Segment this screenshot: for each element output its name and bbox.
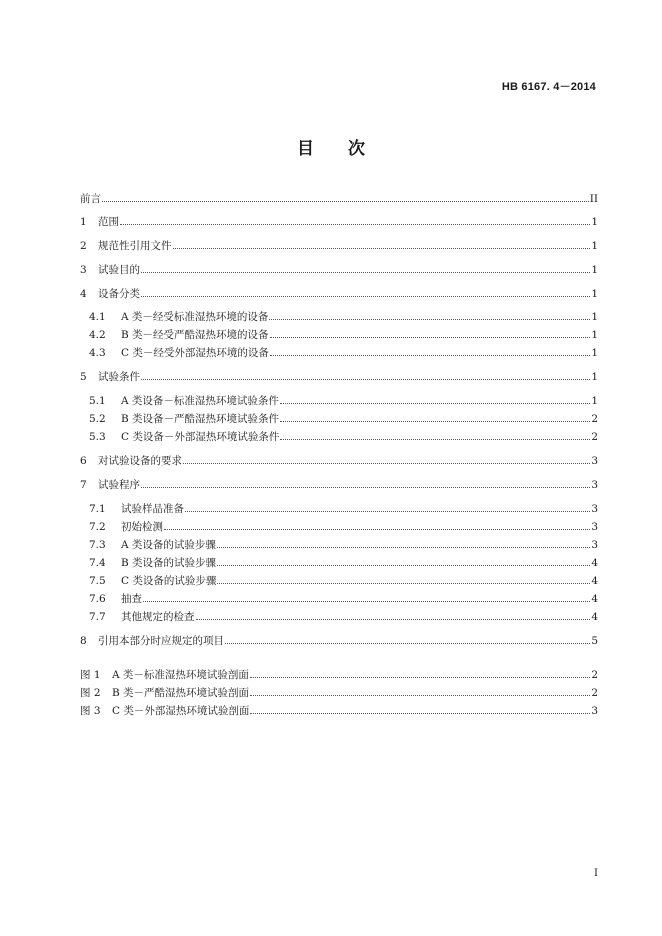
toc-entry-number: 7.1 [89,503,106,515]
dot-leader [250,713,590,714]
dot-leader [143,601,590,602]
toc-entry-5-2[interactable] [80,411,598,427]
toc-entry-page: 4 [591,611,598,623]
toc-entry-page: 1 [591,311,598,323]
toc-entry-label: 其他规定的检查 [121,611,195,623]
toc-entry-number: 5.3 [89,431,106,443]
document-code: HB 6167. 4－2014 [501,81,596,93]
toc-entry-number: 2 [80,240,87,252]
toc-entry-label: 抽查 [121,593,142,605]
toc-entry-label: 范围 [98,216,119,228]
dot-leader [141,296,590,297]
toc-entry-label: B 类－经受严酷湿热环境的设备 [121,329,269,341]
toc-entry-label: A 类设备的试验步骤 [121,539,216,551]
toc-entry-figure-2[interactable] [80,685,598,701]
toc-entry-page: 4 [591,557,598,569]
toc-entry-4-2[interactable] [80,327,598,343]
toc-entry-7-7[interactable] [80,609,598,625]
toc-entry-number: 图 3 [80,705,101,717]
toc-entry-page: 1 [591,264,598,276]
toc-entry-label: A 类－标准湿热环境试验剖面 [112,669,249,681]
toc-entry-number: 4.2 [89,329,106,341]
toc-entry-number: 7.5 [89,575,106,587]
toc-entry-label: C 类设备－外部湿热环境试验条件 [121,431,280,443]
toc-entry-page: 2 [591,413,598,425]
toc-entry-number: 7.6 [89,593,106,605]
toc-entry-page: 1 [591,240,598,252]
dot-leader [141,379,590,380]
dot-leader [183,463,590,464]
toc-entry-6[interactable] [80,453,598,469]
dot-leader [141,272,590,273]
toc-entry-3[interactable] [80,262,598,278]
toc-entry-page: 1 [591,371,598,383]
toc-entry-7-5[interactable] [80,573,598,589]
toc-entry-label: C 类－经受外部湿热环境的设备 [121,347,269,359]
toc-entry-number: 4.3 [89,347,106,359]
toc-entry-4[interactable] [80,286,598,302]
toc-entry-label: B 类设备的试验步骤 [121,557,217,569]
dot-leader [280,403,590,404]
toc-entry-7-1[interactable] [80,501,598,517]
toc-entry-page: 3 [591,539,598,551]
toc-entry-page: 5 [591,635,598,647]
toc-entry-page: 4 [591,593,598,605]
toc-entry-page: 3 [591,455,598,467]
toc-entry-label: A 类设备－标准湿热环境试验条件 [121,395,279,407]
toc-entry-label: C 类－外部湿热环境试验剖面 [112,705,250,717]
footer-page-number: I [594,868,598,879]
toc-entry-page: 2 [591,687,598,699]
dot-leader [173,248,591,249]
toc-entry-page: 4 [591,575,598,587]
toc-entry-number: 7.4 [89,557,106,569]
toc-entry-label: 设备分类 [98,288,140,300]
toc-entry-page: 1 [591,395,598,407]
toc-entry-number: 7.3 [89,539,106,551]
dot-leader [185,511,590,512]
toc-entry-7-2[interactable] [80,519,598,535]
toc-entry-page: 3 [591,479,598,491]
toc-entry-label: 试验程序 [98,479,140,491]
toc-entry-label: 试验目的 [98,264,140,276]
toc-entry-page: 2 [591,669,598,681]
dot-leader [102,201,589,202]
toc-entry-page: 3 [591,521,598,533]
toc-entry-label: C 类设备的试验步骤 [121,575,217,587]
toc-entry-page: 3 [591,503,598,515]
dot-leader [225,643,590,644]
toc-entry-2[interactable] [80,238,598,254]
toc-entry-label: B 类设备－严酷湿热环境试验条件 [121,413,280,425]
toc-entry-label: 试验条件 [98,371,140,383]
toc-entry-4-1[interactable] [80,309,598,325]
toc-entry-page: 1 [591,216,598,228]
toc-entry-number: 6 [80,455,87,467]
dot-leader [120,224,590,225]
toc-entry-7-6[interactable] [80,591,598,607]
toc-entry-number: 5.2 [89,413,106,425]
dot-leader [250,695,590,696]
toc-entry-page: 1 [591,288,598,300]
toc-entry-5-1[interactable] [80,393,598,409]
dot-leader [141,487,590,488]
toc-entry-7[interactable] [80,477,598,493]
toc-entry-page: 1 [591,347,598,359]
dot-leader [280,439,590,440]
toc-entry-number: 4 [80,288,87,300]
dot-leader [196,619,591,620]
dot-leader [270,355,590,356]
toc-entry-number: 4.1 [89,311,106,323]
toc-entry-label: B 类－严酷湿热环境试验剖面 [112,687,250,699]
toc-entry-label: 规范性引用文件 [98,240,172,252]
toc-entry-number: 7.7 [89,611,106,623]
toc-entry-label: 初始检测 [121,521,163,533]
dot-leader [269,319,590,320]
toc-entry-number: 5 [80,371,87,383]
dot-leader [217,547,590,548]
toc-entry-8[interactable] [80,633,598,649]
dot-leader [217,583,590,584]
toc-entry-figure-1[interactable] [80,667,598,683]
toc-entry-number: 1 [80,216,87,228]
toc-entry-figure-3[interactable] [80,703,598,719]
toc-entry-number: 8 [80,635,87,647]
toc-entry-page: 3 [591,705,598,717]
toc-entry-number: 7 [80,479,87,491]
toc-entry-label: 试验样品准备 [121,503,184,515]
toc-entry-preface[interactable] [80,191,598,207]
toc-entry-label: A 类－经受标准湿热环境的设备 [121,311,269,323]
dot-leader [217,565,590,566]
toc-entry-number: 7.2 [89,521,106,533]
page-title: 目 次 [297,139,365,159]
toc-entry-7-4[interactable] [80,555,598,571]
dot-leader [280,421,590,422]
toc-entry-5-3[interactable] [80,429,598,445]
toc-entry-label: 前言 [80,193,101,205]
toc-entry-label: 对试验设备的要求 [98,455,182,467]
dot-leader [270,337,591,338]
toc-entry-number: 图 1 [80,669,101,681]
toc-entry-7-3[interactable] [80,537,598,553]
toc-entry-label: 引用本部分时应规定的项目 [98,635,224,647]
toc-entry-number: 5.1 [89,395,106,407]
toc-entry-page: II [589,193,598,205]
toc-entry-number: 3 [80,264,87,276]
toc-entry-5[interactable] [80,369,598,385]
toc-entry-4-3[interactable] [80,345,598,361]
dot-leader [164,529,590,530]
toc-entry-page: 2 [591,431,598,443]
toc-entry-page: 1 [591,329,598,341]
toc-entry-number: 图 2 [80,687,101,699]
toc-entry-1[interactable] [80,214,598,230]
dot-leader [250,677,590,678]
